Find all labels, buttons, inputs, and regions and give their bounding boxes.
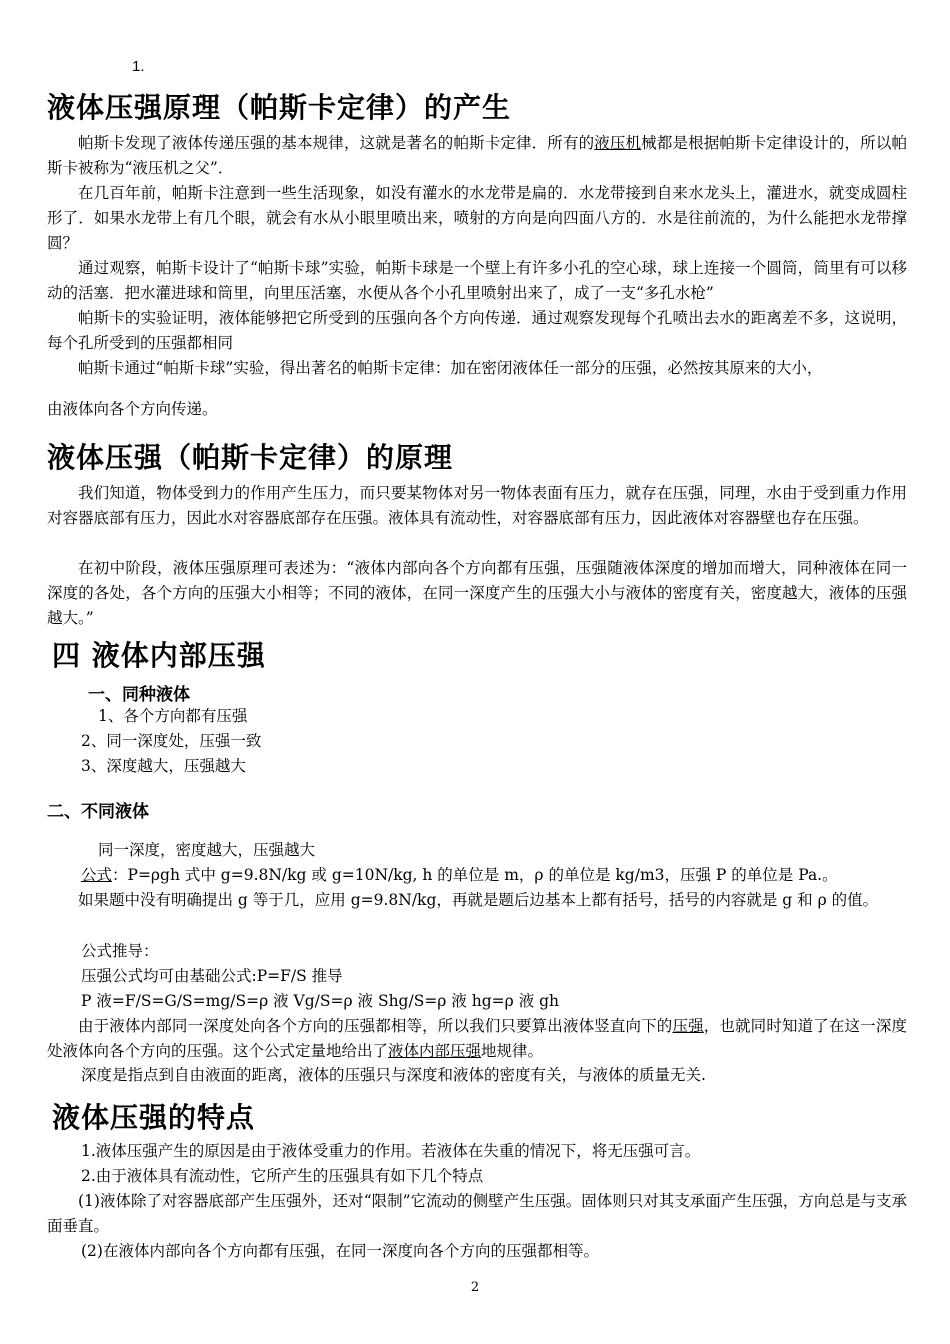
list-item: 3、深度越大，压强越大 — [81, 757, 246, 775]
page-number: 2 — [470, 1280, 480, 1295]
paragraph-g-note: 如果题中没有明确提出 g 等于几，应用 g=9.8N/kg，再就是题后边基本上都有括号，括号的内容就是 g 和 ρ 的值。 — [78, 891, 879, 909]
paragraph-text: 地规律。 — [481, 1042, 544, 1060]
paragraph-explanation — [47, 1014, 907, 1064]
paragraph-text: 械都是根据帕斯卡定律设计的，所以帕斯卡被称为“液压机之父”． — [47, 134, 907, 177]
list-number: 1. — [132, 58, 145, 75]
paragraph-text: 帕斯卡发现了液体传递压强的基本规律，这就是著名的帕斯卡定律．所有的 — [78, 134, 595, 152]
derivation-label: 公式推导： — [81, 942, 159, 960]
paragraph-pascal-intro — [47, 131, 907, 181]
same-depth-rule: 同一深度，密度越大，压强越大 — [98, 841, 316, 859]
paragraph-experiment-proof: 帕斯卡的实验证明，液体能够把它所受到的压强向各个方向传递．通过观察发现每个孔喷出去水的距离差不多，这说明，每个孔所受到的压强都相同 — [47, 309, 907, 352]
formula-label: 公式 — [81, 866, 113, 884]
heading-pressure-features: 液体压强的特点 — [52, 1101, 256, 1134]
paragraph-pascal-law-cont: 由液体向各个方向传递。 — [47, 400, 218, 418]
link-hydraulic-press[interactable]: 液压机 — [594, 134, 642, 152]
paragraph-junior-principle: 在初中阶段，液体压强原理可表述为：“液体内部向各个方向都有压强，压强随液体深度的增加而增大，同种液体在同一深度的各处，各个方向的压强大小相等；不同的液体，在同一深度产生的压强大小与液体的密度有关，密度越大，液体的压强越大。” — [47, 559, 907, 627]
paragraph-text: 由于液体内部同一深度处向各个方向的压强都相等，所以我们只要算出液体竖直向下的 — [78, 1017, 673, 1035]
feature-paragraph: (1)液体除了对容器底部产生压强外，还对“限制”它流动的侧壁产生压强。固体则只对其支承面产生压强，方向总是与支承面垂直。 — [47, 1192, 907, 1235]
list-item: 1、各个方向都有压强 — [98, 707, 248, 725]
heading-internal-pressure: 四 液体内部压强 — [52, 639, 266, 672]
derivation-formula: P 液=F/S=G/S=mg/S=ρ 液 Vg/S=ρ 液 Shg/S=ρ 液 hg=ρ 液 gh — [81, 992, 560, 1010]
paragraph-hose-observation: 在几百年前，帕斯卡注意到一些生活现象，如没有灌水的水龙带是扁的．水龙带接到自来水龙头上，灌进水，就变成圆柱形了．如果水龙带上有几个眼，就会有水从小眼里喷出来，喷射的方向是向四面八方的．水是往前流的，为什么能把水龙带撑圆？ — [47, 184, 907, 252]
paragraph-pascal-ball: 通过观察，帕斯卡设计了“帕斯卡球”实验，帕斯卡球是一个壁上有许多小孔的空心球，球上连接一个圆筒，筒里有可以移动的活塞．把水灌进球和筒里，向里压活塞，水便从各个小孔里喷射出来了，成了一支“多孔水枪” — [47, 259, 907, 302]
formula-text: ：P=ρgh 式中 g=9.8N/kg 或 g=10N/kg, h 的单位是 m，ρ 的单位是 kg/m3，压强 P 的单位是 Pa.。 — [112, 866, 838, 884]
depth-note: 深度是指点到自由液面的距离，液体的压强只与深度和液体的密度有关，与液体的质量无关. — [81, 1066, 706, 1084]
heading-pascal-principle: 液体压强（帕斯卡定律）的原理 — [47, 441, 454, 474]
paragraph-pascal-law: 帕斯卡通过“帕斯卡球”实验，得出著名的帕斯卡定律：加在密闭液体任一部分的压强，必然按其原来的大小， — [78, 359, 823, 377]
feature-line: (2)在液体内部向各个方向都有压强，在同一深度向各个方向的压强都相等。 — [81, 1242, 599, 1260]
feature-line: 1.液体压强产生的原因是由于液体受重力的作用。若液体在失重的情况下，将无压强可言。 — [81, 1142, 701, 1160]
heading-pascal-origin: 液体压强原理（帕斯卡定律）的产生 — [47, 91, 512, 124]
paragraph-pressure-cause: 我们知道，物体受到力的作用产生压力，而只要某物体对另一物体表面有压力，就存在压强，同理，水由于受到重力作用对容器底部有压力，因此水对容器底部存在压强。液体具有流动性，对容器底部有压力，因此液体对容器壁也存在压强。 — [47, 484, 907, 527]
list-item: 2、同一深度处，压强一致 — [81, 732, 262, 750]
paragraph-text: ，也就同时知道了在这一深度处液体向各个方向的压强。这个公式定量地给出了 — [47, 1017, 907, 1060]
subheading-different-liquid: 二、不同液体 — [47, 802, 149, 822]
feature-line: 2.由于液体具有流动性，它所产生的压强具有如下几个特点 — [81, 1167, 484, 1185]
link-pressure[interactable]: 压强 — [672, 1017, 704, 1035]
link-internal-pressure[interactable]: 液体内部压强 — [388, 1042, 482, 1060]
subheading-same-liquid: 一、同种液体 — [88, 685, 190, 705]
derivation-base: 压强公式均可由基础公式:P=F/S 推导 — [81, 967, 343, 985]
formula-line — [81, 863, 838, 888]
